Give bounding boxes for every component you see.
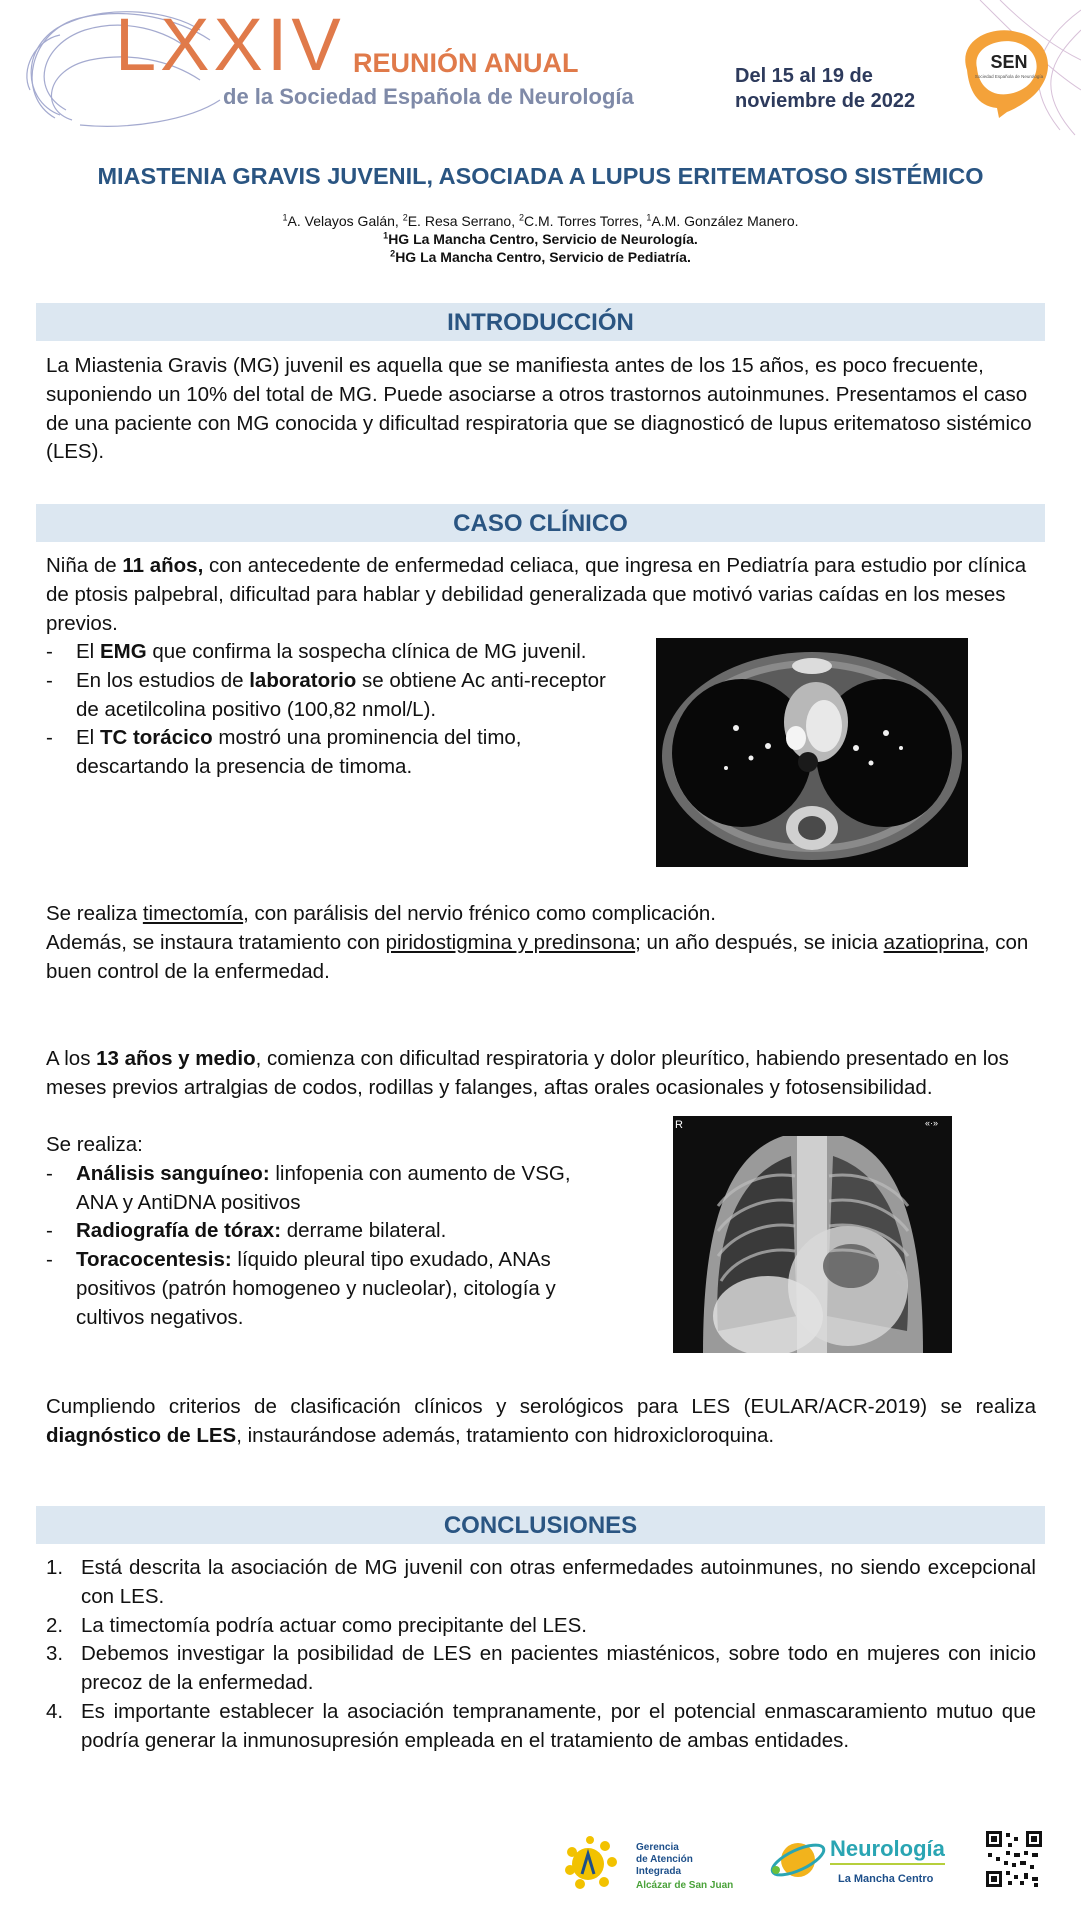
case-paragraph-1: Niña de 11 años, con antecedente de enfermedad celiaca, que ingresa en Pediatría para estudio por clínica de ptosis palpebral, dificultad para hablar y debilidad generalizada que motivó varias caídas en los meses previos. (46, 554, 1027, 635)
ct-scan-drawing (656, 638, 968, 867)
sen-logo-shape (947, 20, 1057, 120)
neurologia-logo (768, 1830, 948, 1896)
xray-side-marker: R (675, 1119, 683, 1131)
gai-logo (560, 1832, 740, 1898)
gai-line-4: Alcázar de San Juan (636, 1880, 734, 1891)
authors-block (0, 212, 1081, 266)
list-item: - El EMG que confirma la sospecha clínica de MG juvenil. (46, 640, 587, 663)
list-item: - Análisis sanguíneo: linfopenia con aumento de VSG, ANA y AntiDNA positivos (46, 1161, 571, 1214)
dates-line-2: noviembre de 2022 (735, 90, 916, 112)
neurologia-logo-shape (768, 1830, 948, 1896)
case-paragraph-3: A los 13 años y medio, comienza con dificultad respiratoria y dolor pleurítico, habiendo presentado en los meses previos artralgias de codos, rodillas y falanges, aftas orales ocasionales y fotosensibilidad. (46, 1047, 1009, 1099)
gai-line-3: Integrada (636, 1866, 682, 1877)
list-item: - Toracocentesis: líquido pleural tipo exudado, ANAs positivos (patrón homogeneo y nucleolar), citología y cultivos negativos. (46, 1248, 556, 1329)
thymectomy-line: Se realiza timectomía, con parálisis del nervio frénico como complicación. (46, 902, 716, 925)
gai-line-2: de Atención (636, 1854, 693, 1865)
sen-logo-subtext: Sociedad Española de Neurología (974, 74, 1044, 79)
section-heading-introduccion: INTRODUCCIÓN (36, 303, 1045, 341)
qr-code-icon (986, 1831, 1042, 1887)
neurologia-subtitle: La Mancha Centro (838, 1873, 934, 1885)
tests-intro: Se realiza: (46, 1133, 143, 1156)
case-paragraph-4: Cumpliendo criterios de clasificación clínicos y serológicos para LES (EULAR/ACR-2019) se realiza diagnóstico de LES, instaurándose además, tratamiento con hidroxicloroquina. (46, 1395, 1036, 1447)
list-item: - En los estudios de laboratorio se obtiene Ac anti-receptor de acetilcolina positivo (100,82 nmol/L). (46, 668, 606, 721)
event-dates (735, 64, 915, 114)
section-heading-conclusiones: CONCLUSIONES (36, 1506, 1045, 1544)
case-paragraph-2 (46, 900, 1036, 986)
qr-code[interactable] (986, 1831, 1042, 1887)
neurologia-title: Neurología (830, 1836, 945, 1861)
sen-logo (947, 20, 1057, 120)
chest-xray-image (673, 1116, 952, 1353)
list-item: 4. Es importante establecer la asociación tempranamente, por el potencial enmascaramiento mutuo que podría generar la inmunosupresión empleada en el tratamiento de ambas entidades. (46, 1699, 1036, 1752)
list-item: 2. La timectomía podría actuar como precipitante del LES. (46, 1613, 587, 1637)
affiliation-1: $^1$HG La Mancha Centro, Servicio de Neurología. (383, 230, 698, 247)
header-banner (0, 0, 1081, 140)
affiliation-2: $^2$HG La Mancha Centro, Servicio de Pediatría. (390, 248, 691, 265)
society-label: de la Sociedad Española de Neurología (223, 84, 634, 109)
intro-paragraph: La Miastenia Gravis (MG) juvenil es aquella que se manifiesta antes de los 15 años, es poco frecuente, suponiendo un 10% del total de MG. Puede asociarse a otros trastornos autoinmunes. Presentamos el caso de una paciente con MG conocida y dificultad respiratoria que se diagnosticó de lupus eritematoso sistémico (LES). (46, 354, 1032, 464)
author-list: $^1$A. Velayos Galán, $^2$E. Resa Serrano, $^2$C.M. Torres Torres, $^1$A.M. González Manero. (282, 212, 799, 229)
conclusions-list (46, 1554, 1036, 1756)
list-item: - El TC torácico mostró una prominencia del timo, descartando la presencia de timoma. (46, 726, 522, 779)
dates-line-1: Del 15 al 19 de (735, 65, 873, 87)
gai-logo-shape (560, 1832, 740, 1898)
sen-logo-text: SEN (990, 52, 1028, 72)
meeting-label: REUNIÓN ANUAL (353, 48, 579, 78)
poster-title: MIASTENIA GRAVIS JUVENIL, ASOCIADA A LUPUS ERITEMATOSO SISTÉMICO (97, 163, 984, 189)
list-item: 3. Debemos investigar la posibilidad de LES en pacientes miasténicos, sobre todo en mujeres con inicio precoz de la enfermedad. (46, 1642, 1036, 1695)
case-findings-list (46, 638, 606, 782)
gai-line-1: Gerencia (636, 1842, 679, 1853)
case-tests-list (46, 1131, 616, 1333)
xray-scale-marker: «·» (925, 1118, 939, 1128)
treatment-line: Además, se instaura tratamiento con piridostigmina y predinsona; un año después, se inicia azatioprina, con buen control de la enfermedad. (46, 930, 1029, 983)
list-item: - Radiografía de tórax: derrame bilateral. (46, 1219, 447, 1243)
xray-drawing (673, 1116, 952, 1353)
ct-thorax-image (656, 638, 968, 867)
edition-number: LXXIV (115, 3, 345, 86)
list-item: 1. Está descrita la asociación de MG juvenil con otras enfermedades autoinmunes, no siendo excepcional con LES. (46, 1556, 1036, 1608)
section-heading-caso: CASO CLÍNICO (36, 504, 1045, 542)
